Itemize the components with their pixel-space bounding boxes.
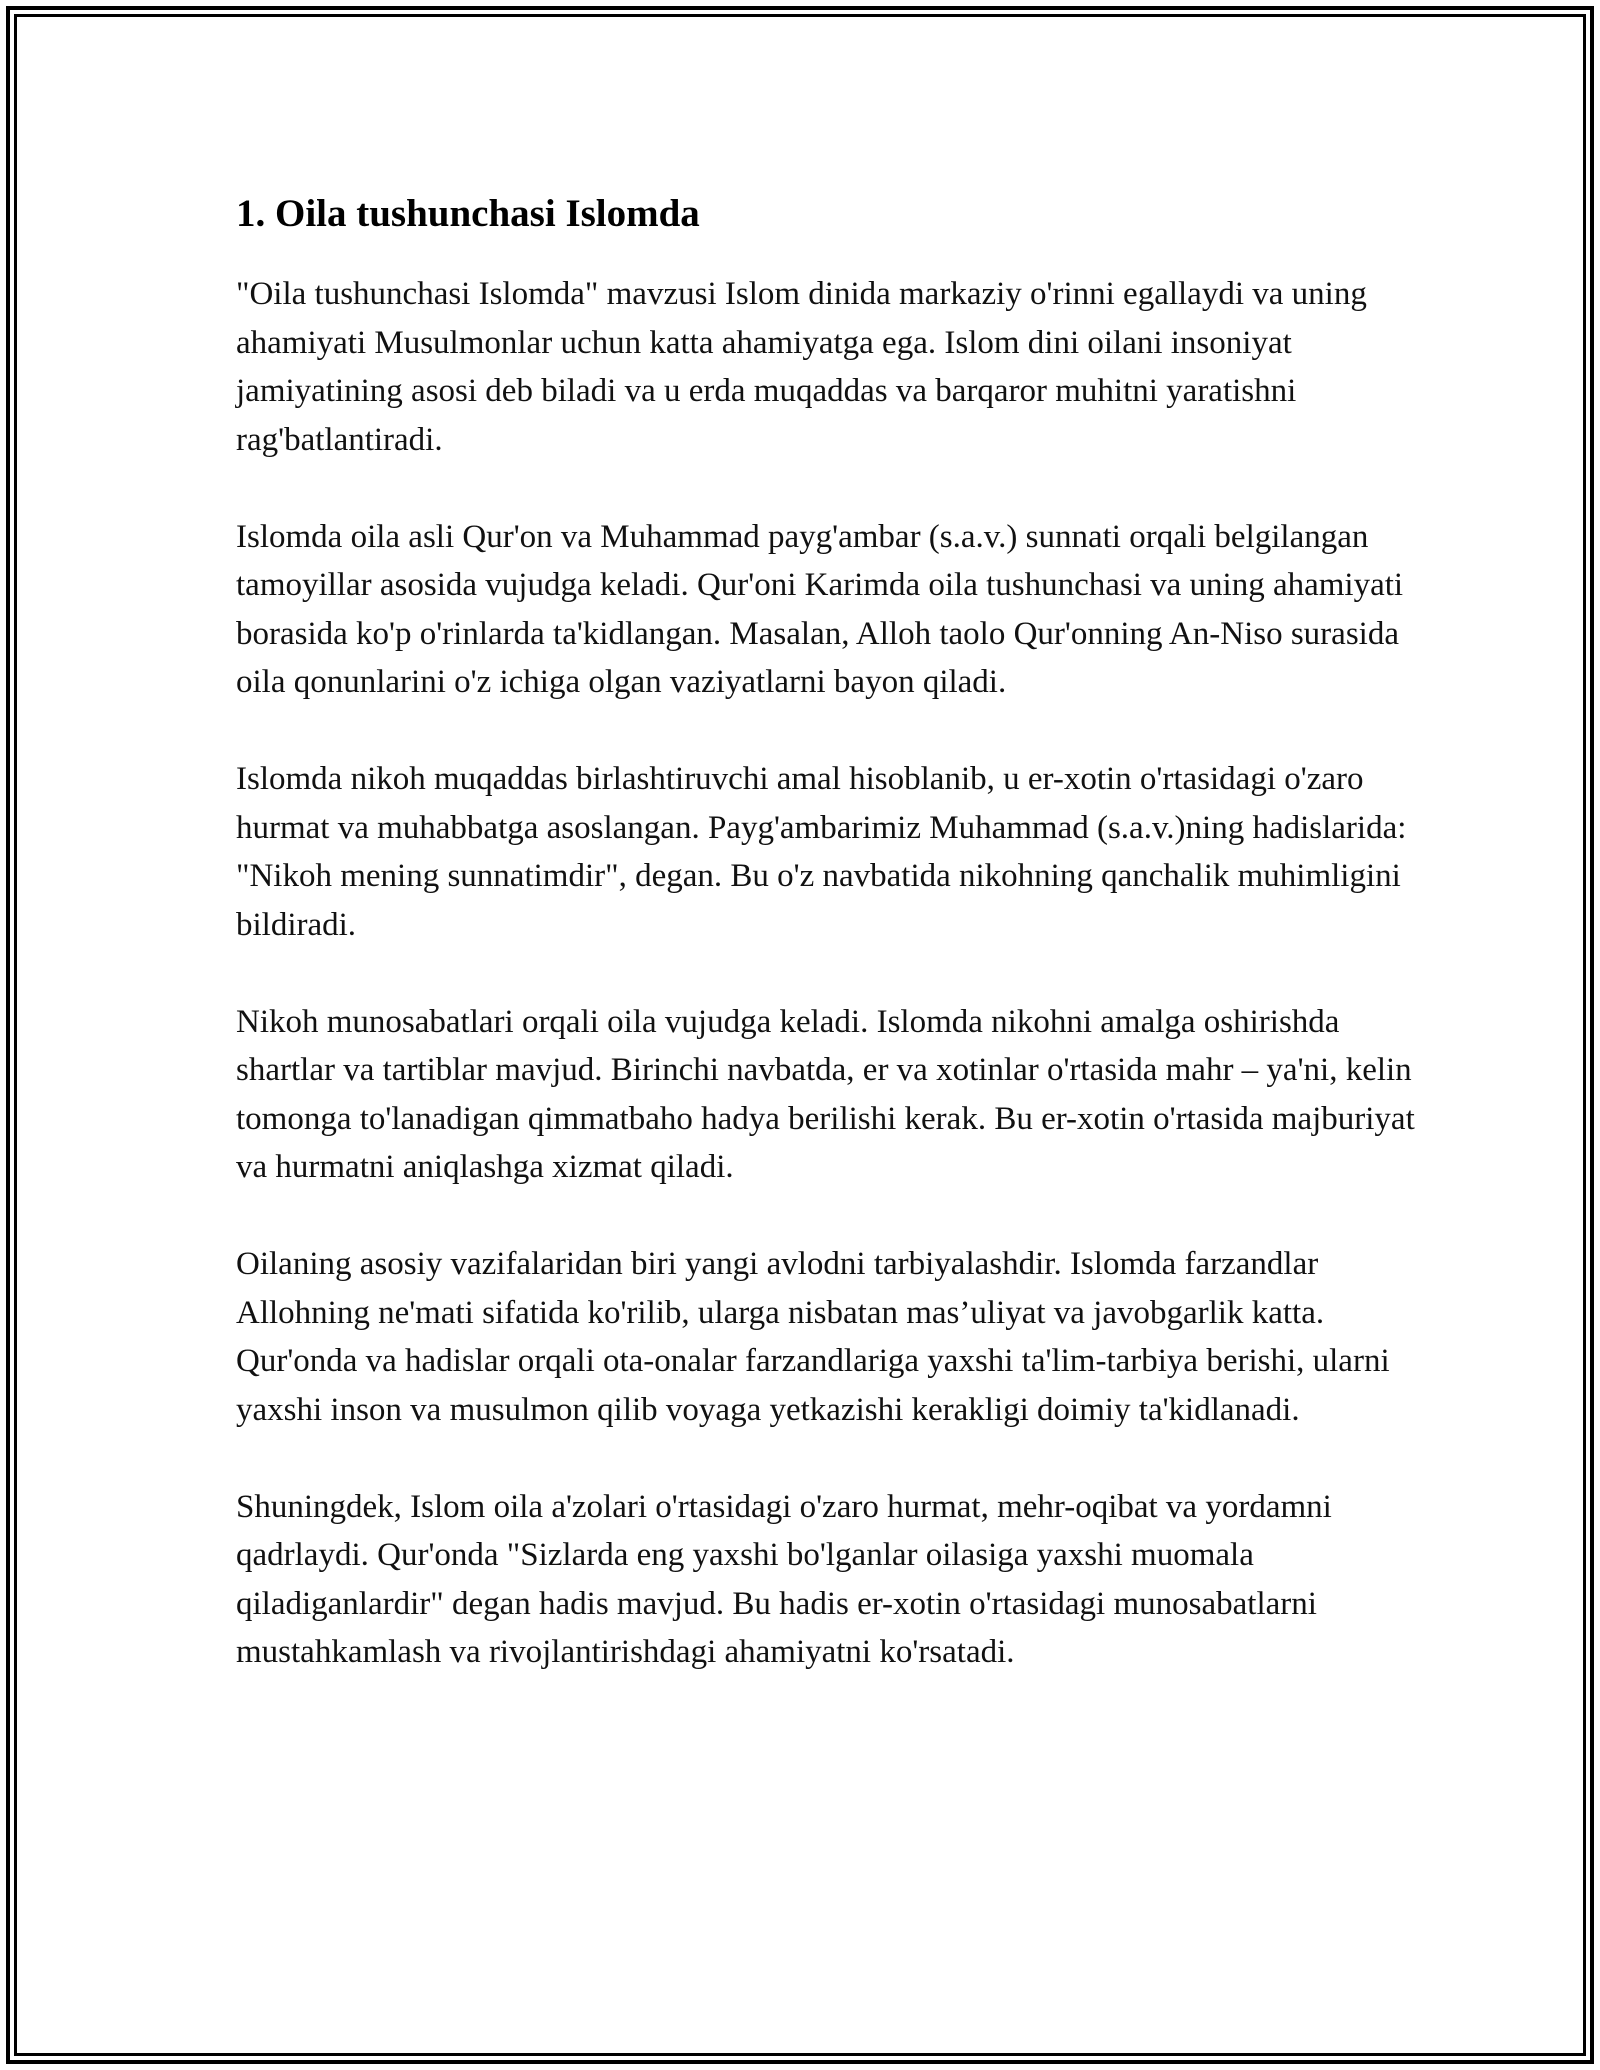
section-heading: 1. Oila tushunchasi Islomda xyxy=(236,192,700,235)
paragraph-5: Oilaning asosiy vazifalaridan biri yangi avlodni tarbiyalashdir. Islomda farzandlar Allohning ne'mati sifatida ko'rilib, ularga nisbatan mas’uliyat va javobgarlik katta. Qur'onda va hadislar orqali ota-onalar farzandlariga yaxshi ta'lim-tarbiya berishi, ularni yaxshi inson va musulmon qilib voyaga yetkazishi kerakligi doimiy ta'kidlanadi. xyxy=(236,1246,1390,1428)
paragraph-4: Nikoh munosabatlari orqali oila vujudga keladi. Islomda nikohni amalga oshirishda shartlar va tartiblar mavjud. Birinchi navbatda, er va xotinlar o'rtasida mahr – ya'ni, kelin tomonga to'lanadigan qimmatbaho hadya berilishi kerak. Bu er-xotin o'rtasida majburiyat va hurmatni aniqlashga xizmat qiladi. xyxy=(236,1003,1415,1185)
document-body xyxy=(236,188,1416,1677)
paragraph-6: Shuningdek, Islom oila a'zolari o'rtasidagi o'zaro hurmat, mehr-oqibat va yordamni qadrlaydi. Qur'onda "Sizlarda eng yaxshi bo'lganlar oilasiga yaxshi muomala qiladiganlardir" degan hadis mavjud. Bu hadis er-xotin o'rtasidagi munosabatlarni mustahkamlash va rivojlantirishdagi ahamiyatni ko'rsatadi. xyxy=(236,1488,1332,1670)
paragraph-1: "Oila tushunchasi Islomda" mavzusi Islom dinida markaziy o'rinni egallaydi va uning ahamiyati Musulmonlar uchun katta ahamiyatga ega. Islom dini oilani insoniyat jamiyatining asosi deb biladi va u erda muqaddas va barqaror muhitni yaratishni rag'batlantiradi. xyxy=(236,276,1367,458)
paragraph-2: Islomda oila asli Qur'on va Muhammad payg'ambar (s.a.v.) sunnati orqali belgilangan tamoyillar asosida vujudga keladi. Qur'oni Karimda oila tushunchasi va uning ahamiyati borasida ko'p o'rinlarda ta'kidlangan. Masalan, Alloh taolo Qur'onning An-Niso surasida oila qonunlarini o'z ichiga olgan vaziyatlarni bayon qiladi. xyxy=(236,518,1404,700)
paragraph-3: Islomda nikoh muqaddas birlashtiruvchi amal hisoblanib, u er-xotin o'rtasidagi o'zaro hurmat va muhabbatga asoslangan. Payg'ambarimiz Muhammad (s.a.v.)ning hadislarida: "Nikoh mening sunnatimdir", degan. Bu o'z navbatida nikohning qanchalik muhimligini bildiradi. xyxy=(236,761,1407,943)
